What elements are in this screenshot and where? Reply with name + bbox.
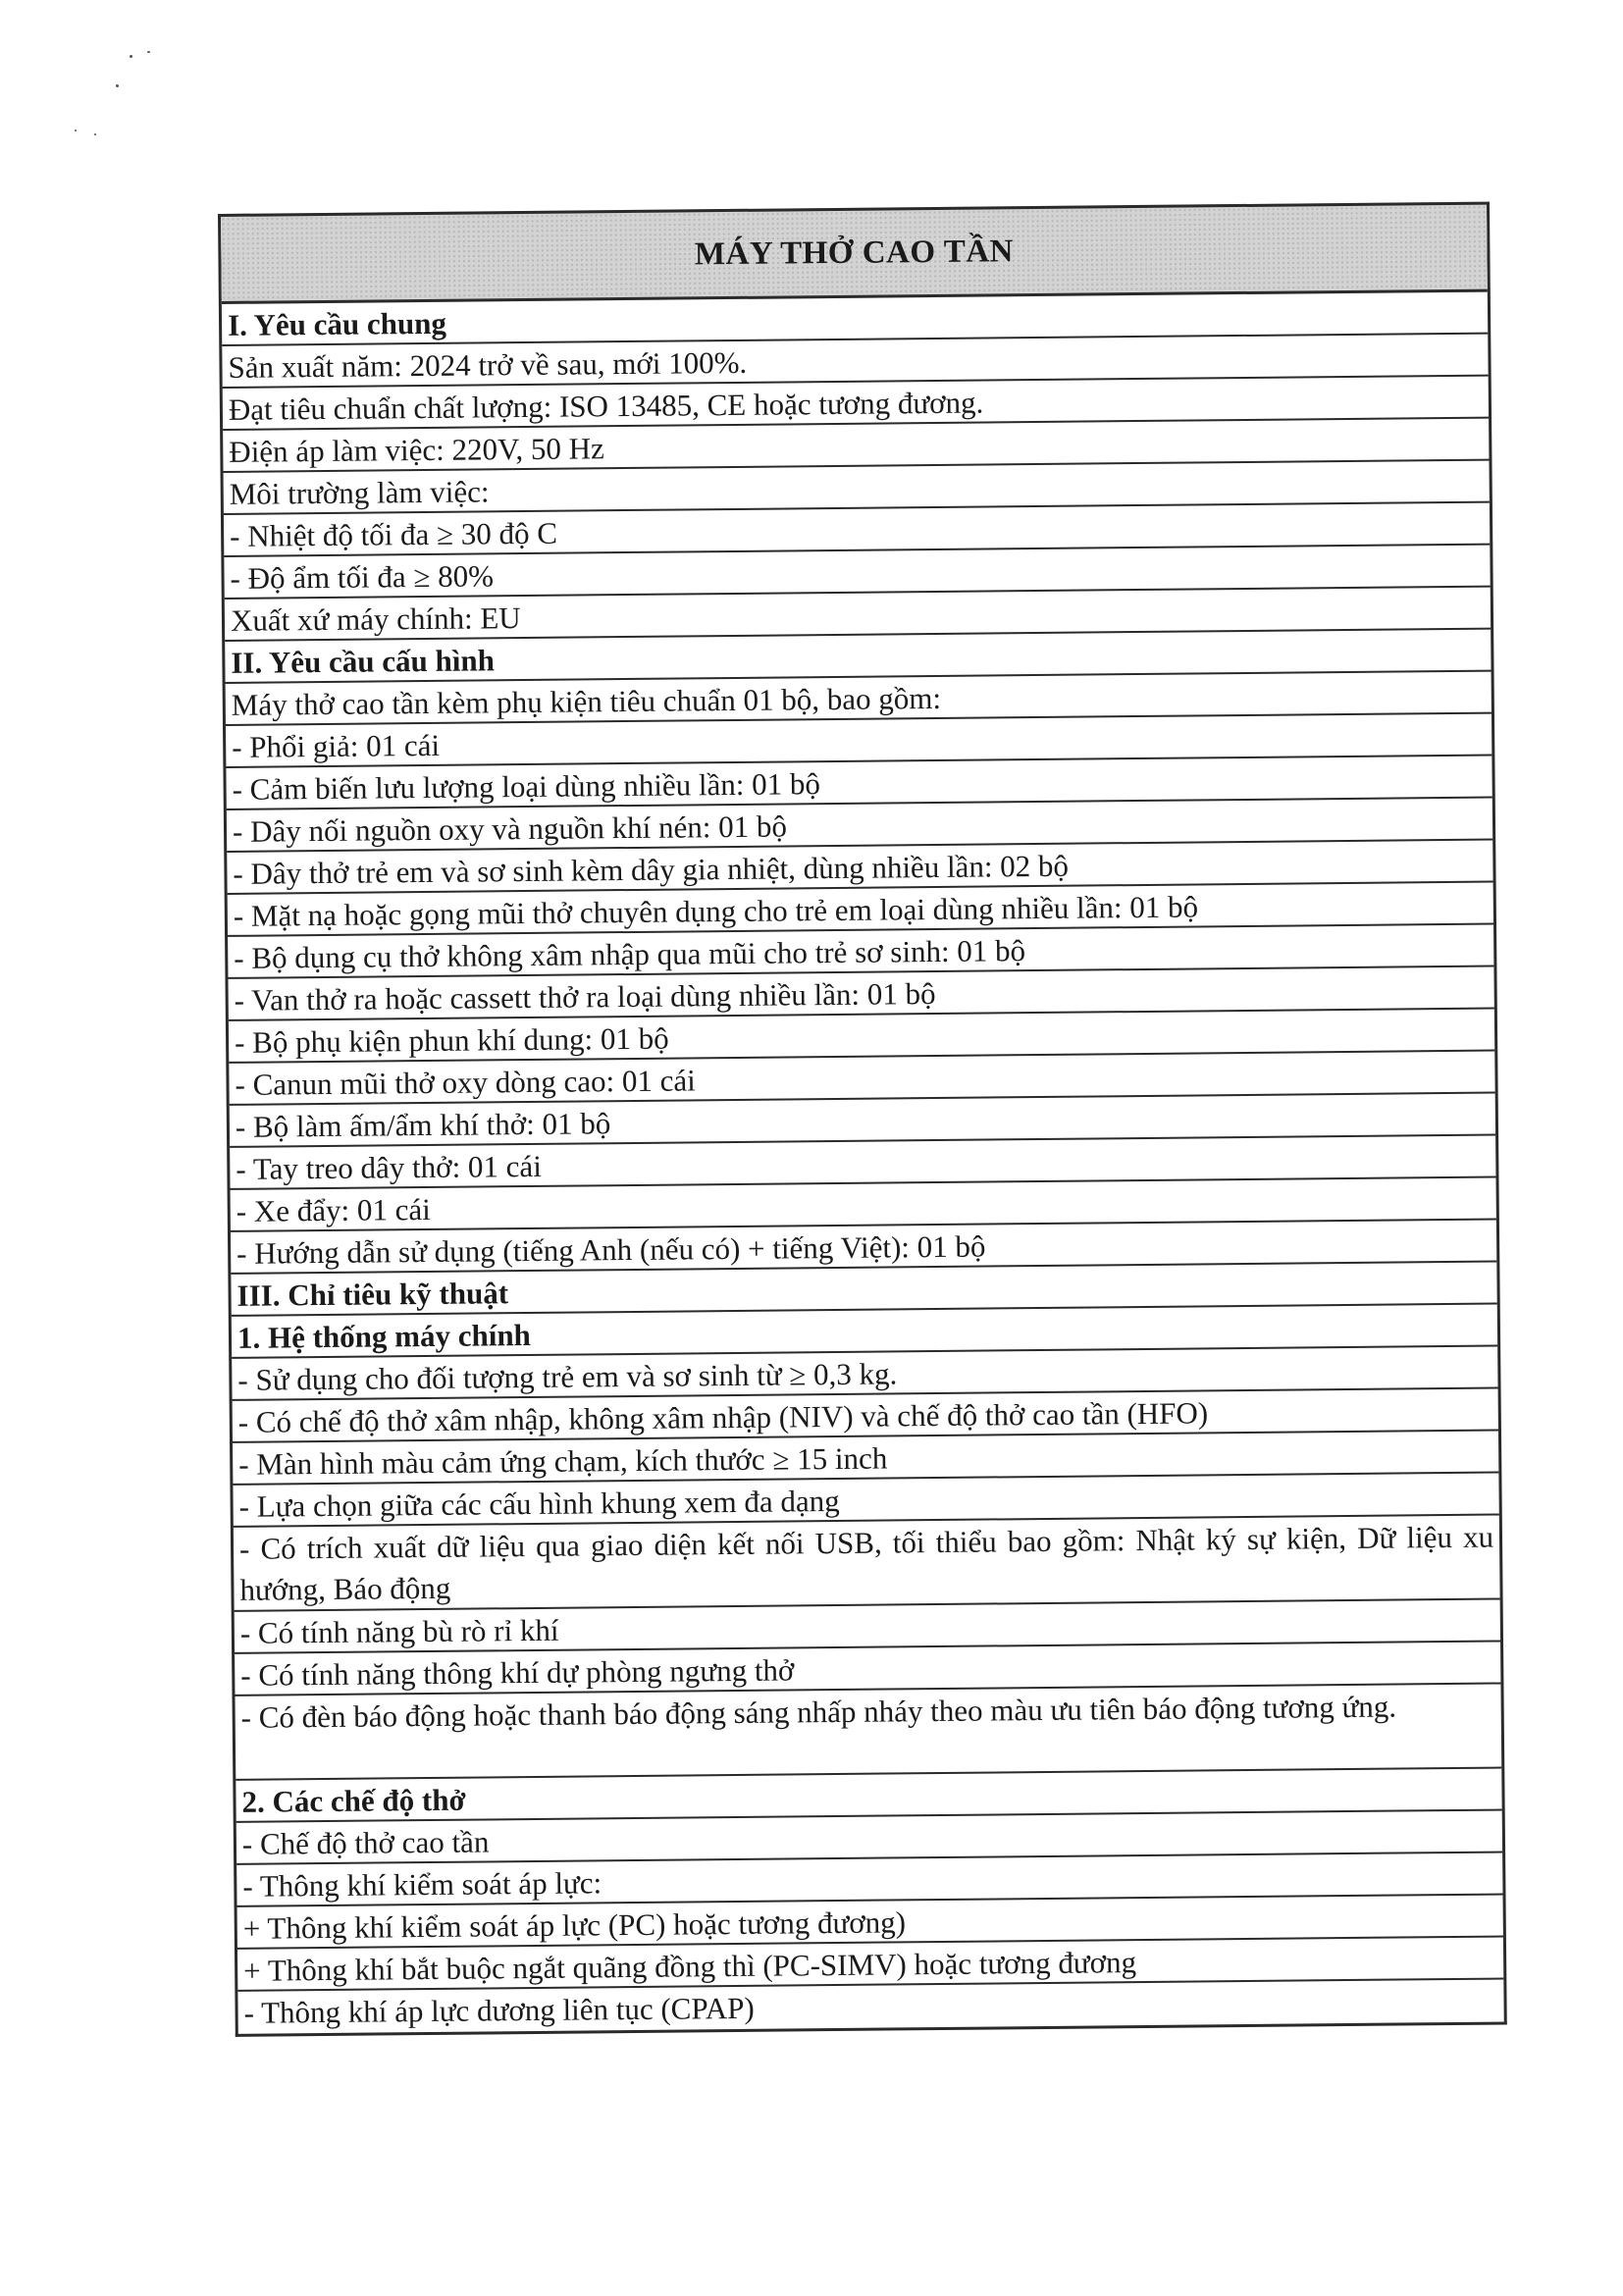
table-row: - Có chế độ thở xâm nhập, không xâm nhập (NIV) và chế độ thở cao tần (HFO) bbox=[233, 1389, 1498, 1443]
table-row: - Có đèn báo động hoặc thanh báo động sáng nhấp nháy theo màu ưu tiên báo động tương ứng. bbox=[236, 1685, 1502, 1781]
table-row: - Dây thở trẻ em và sơ sinh kèm dây gia nhiệt, dùng nhiều lần: 02 bộ bbox=[227, 841, 1492, 895]
section-heading: 2. Các chế độ thở bbox=[236, 1769, 1501, 1823]
table-row: - Phổi giả: 01 cái bbox=[226, 714, 1492, 768]
section-heading: III. Chỉ tiêu kỹ thuật bbox=[231, 1263, 1496, 1317]
section-heading: 1. Hệ thống máy chính bbox=[232, 1305, 1497, 1359]
table-row: - Bộ dụng cụ thở không xâm nhập qua mũi cho trẻ sơ sinh: 01 bộ bbox=[228, 925, 1493, 979]
table-row: - Bộ phụ kiện phun khí dung: 01 bộ bbox=[229, 1010, 1494, 1064]
table-row: - Chế độ thở cao tần bbox=[236, 1811, 1502, 1865]
table-row: - Hướng dẫn sử dụng (tiếng Anh (nếu có) + tiếng Việt): 01 bộ bbox=[231, 1221, 1496, 1275]
table-row: - Dây nối nguồn oxy và nguồn khí nén: 01 bộ bbox=[227, 799, 1492, 853]
table-row: - Canun mũi thở oxy dòng cao: 01 cái bbox=[229, 1052, 1494, 1106]
table-row: - Thông khí áp lực dương liên tục (CPAP) bbox=[243, 1990, 755, 2030]
table-row: - Thông khí kiểm soát áp lực: bbox=[236, 1853, 1502, 1907]
table-row: Sản xuất năm: 2024 trở về sau, mới 100%. bbox=[222, 335, 1488, 389]
table-row: Máy thở cao tần kèm phụ kiện tiêu chuẩn 01 bộ, bao gồm: bbox=[226, 672, 1492, 726]
table-row: - Cảm biến lưu lượng loại dùng nhiều lần: 01 bộ bbox=[226, 757, 1492, 810]
section-heading: I. Yêu cầu chung bbox=[222, 292, 1488, 346]
scan-speck bbox=[75, 130, 77, 131]
scan-speck bbox=[94, 133, 96, 135]
table-row: Môi trường làm việc: bbox=[224, 461, 1490, 515]
table-row: - Màn hình màu cảm ứng chạm, kích thước ≥ 15 inch bbox=[233, 1432, 1498, 1486]
table-row: - Có tính năng bù rò rỉ khí bbox=[235, 1600, 1500, 1654]
table-title: MÁY THỞ CAO TẦN bbox=[221, 202, 1488, 304]
table-row: + Thông khí bắt buộc ngắt quãng đồng thì (PC-SIMV) hoặc tương đương bbox=[237, 1938, 1503, 1992]
table-row: - Mặt nạ hoặc gọng mũi thở chuyên dụng cho trẻ em loại dùng nhiều lần: 01 bộ bbox=[228, 883, 1493, 937]
table-row: - Sử dụng cho đối tượng trẻ em và sơ sinh từ ≥ 0,3 kg. bbox=[232, 1347, 1497, 1401]
table-row: - Có trích xuất dữ liệu qua giao diện kết nối USB, tối thiểu bao gồm: Nhật ký sự kiện, Dữ liệu xu hướng, Báo động bbox=[234, 1516, 1500, 1612]
table-row: + Thông khí kiểm soát áp lực (PC) hoặc tương đương) bbox=[237, 1896, 1503, 1950]
table-row: - Nhiệt độ tối đa ≥ 30 độ C bbox=[224, 503, 1490, 557]
table-row: Đạt tiêu chuẩn chất lượng: ISO 13485, CE hoặc tương đương. bbox=[223, 377, 1489, 431]
table-row: Điện áp làm việc: 220V, 50 Hz bbox=[223, 419, 1489, 473]
table-row: - Xe đẩy: 01 cái bbox=[231, 1178, 1496, 1232]
scan-speck bbox=[147, 51, 150, 53]
table-row: Xuất xứ máy chính: EU bbox=[225, 588, 1491, 642]
scan-speck bbox=[130, 55, 132, 58]
table-body bbox=[222, 292, 1504, 2034]
table-row: - Bộ làm ấm/ẩm khí thở: 01 bộ bbox=[230, 1094, 1495, 1148]
table-row: - Lựa chọn giữa các cấu hình khung xem đa dạng bbox=[233, 1474, 1498, 1528]
table-row: - Van thở ra hoặc cassett thở ra loại dùng nhiều lần: 01 bộ bbox=[228, 967, 1493, 1021]
table-row: - Độ ẩm tối đa ≥ 80% bbox=[224, 546, 1490, 600]
scan-speck bbox=[116, 84, 119, 87]
table-row: - Có tính năng thông khí dự phòng ngưng thở bbox=[235, 1643, 1500, 1696]
specification-table bbox=[218, 202, 1507, 2037]
section-heading: II. Yêu cầu cấu hình bbox=[225, 630, 1491, 684]
table-row: - Tay treo dây thở: 01 cái bbox=[230, 1136, 1495, 1190]
